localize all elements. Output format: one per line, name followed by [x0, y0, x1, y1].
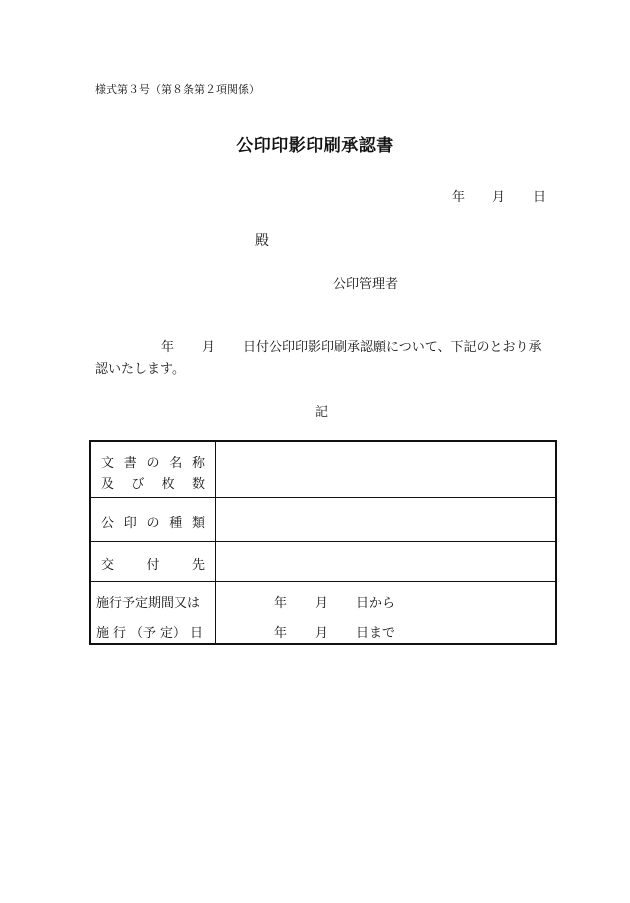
label-char: 枚	[161, 477, 175, 492]
label-char: 文	[101, 456, 115, 471]
label-char: 行	[112, 626, 126, 641]
label-char: の	[146, 516, 160, 531]
label-char: 交	[101, 558, 115, 573]
header-date-day: 日	[533, 190, 547, 205]
header-date-month: 月	[492, 190, 506, 205]
row3-label	[101, 554, 205, 573]
body-line1-rest: 日付公印印影印刷承認願について、下記のとおり承	[243, 340, 542, 355]
label-char: 日	[189, 626, 203, 641]
body-line2: 認いたします。	[95, 362, 185, 377]
issuer: 公印管理者	[333, 277, 399, 292]
label-char: の	[146, 456, 160, 471]
label-char: 及	[101, 477, 115, 492]
label-char: び	[131, 477, 145, 492]
label-char: 書	[123, 456, 137, 471]
label-char: 施	[96, 626, 110, 641]
row4-label-line2	[96, 622, 203, 641]
label-char: 公	[101, 516, 115, 531]
header-date-year: 年	[452, 190, 466, 205]
addressee-suffix: 殿	[255, 233, 269, 249]
table-column-divider	[215, 442, 216, 643]
period-to-month: 月	[315, 626, 329, 641]
period-to-year: 年	[274, 626, 288, 641]
label-char: 印	[123, 516, 137, 531]
row4-label-line1: 施行予定期間又は	[96, 596, 201, 611]
label-char: 種	[169, 516, 183, 531]
label-char: 先	[191, 558, 205, 573]
period-from-day: 日から	[356, 596, 396, 611]
table-row-divider	[91, 497, 555, 498]
ki-heading: 記	[315, 405, 329, 420]
label-char: 名	[169, 456, 183, 471]
label-char: 定）	[159, 626, 186, 641]
period-from-month: 月	[315, 596, 329, 611]
body-month: 月	[202, 340, 216, 355]
form-number: 様式第３号（第８条第２項関係）	[95, 83, 260, 96]
body-year: 年	[161, 340, 175, 355]
table-row-divider	[91, 581, 555, 582]
period-to-day: 日まで	[356, 626, 396, 641]
period-from-year: 年	[274, 596, 288, 611]
document-title: 公印印影印刷承認書	[236, 136, 394, 156]
row1-label-line1	[101, 452, 205, 471]
label-char: 称	[191, 456, 205, 471]
table-row-divider	[91, 541, 555, 542]
row2-label	[101, 512, 205, 531]
label-char: 数	[191, 477, 205, 492]
label-char: 類	[191, 516, 205, 531]
row1-label-line2	[101, 473, 205, 492]
approval-table	[89, 440, 557, 645]
label-char: 付	[146, 558, 160, 573]
label-char: （予	[129, 626, 156, 641]
